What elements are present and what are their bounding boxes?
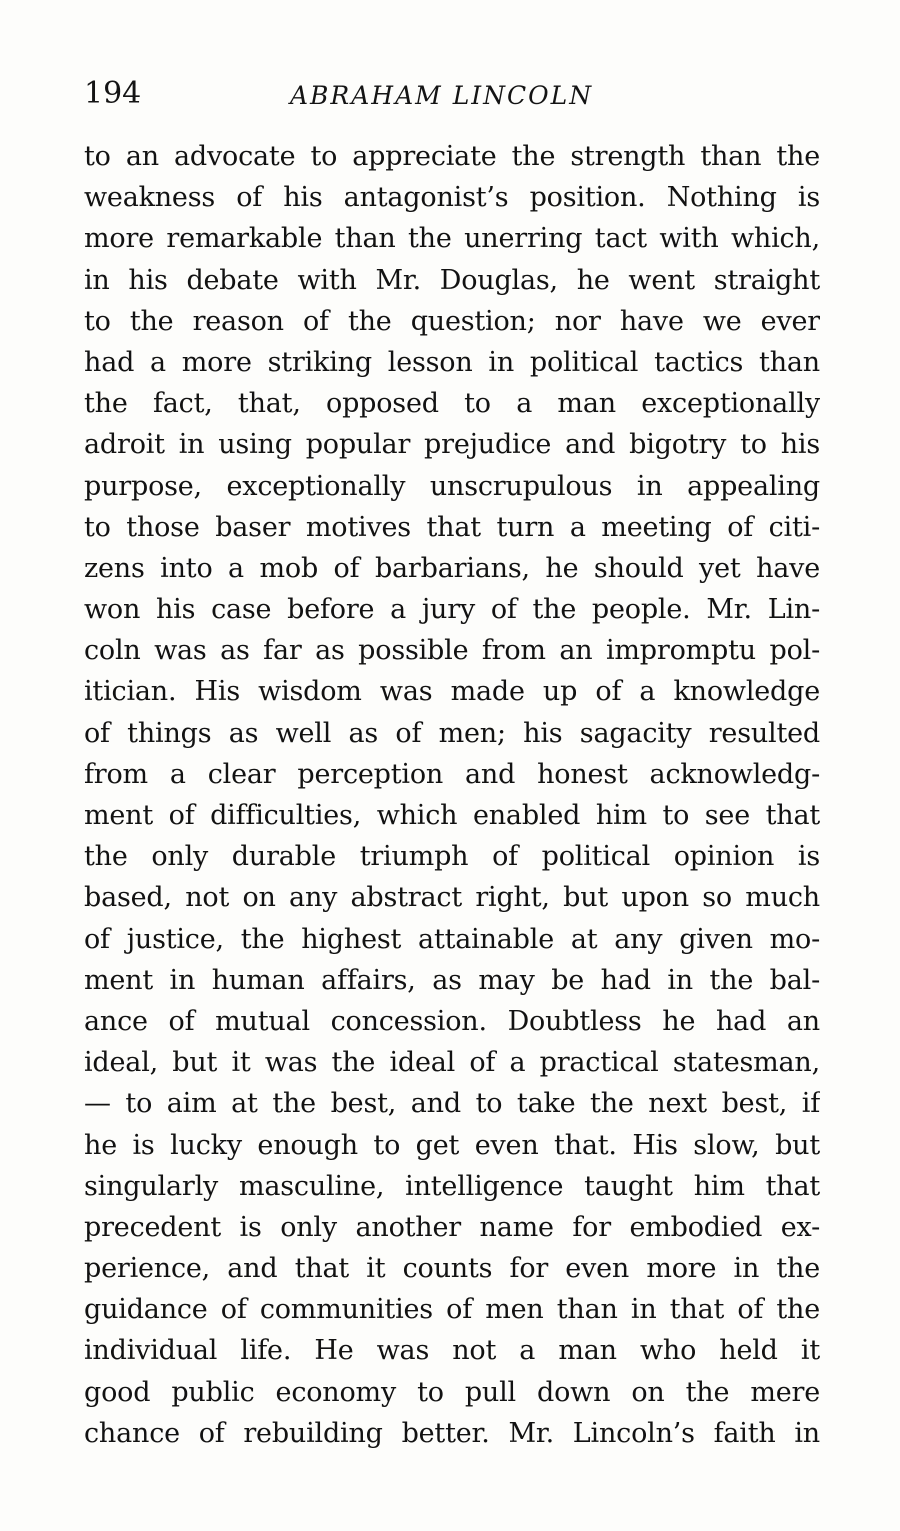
text-line: to those baser motives that turn a meeting of citi- bbox=[84, 511, 820, 543]
text-line: in his debate with Mr. Douglas, he went straight bbox=[84, 264, 820, 296]
text-line: ment of difficulties, which enabled him to see that bbox=[84, 800, 820, 831]
text-line: ment in human affairs, as may be had in the bal- bbox=[84, 964, 820, 996]
text-line: to the reason of the question; nor have we ever bbox=[84, 305, 820, 337]
text-line: guidance of communities of men than in that of the bbox=[84, 1294, 820, 1326]
text-line: the only durable triumph of political opinion is bbox=[84, 841, 820, 873]
text-line: weakness of his antagonist’s position. Nothing is bbox=[84, 182, 820, 214]
text-line: zens into a mob of barbarians, he should yet have bbox=[84, 552, 820, 584]
text-line: perience, and that it counts for even more in the bbox=[84, 1253, 820, 1285]
running-title: ABRAHAM LINCOLN bbox=[290, 81, 594, 110]
text-line: coln was as far as possible from an impromptu pol- bbox=[84, 635, 820, 667]
text-line: purpose, exceptionally unscrupulous in appealing bbox=[84, 470, 820, 502]
text-line: won his case before a jury of the people. Mr. Lin- bbox=[84, 594, 820, 626]
text-line: the fact, that, opposed to a man exceptionally bbox=[84, 388, 820, 420]
page-number: 194 bbox=[84, 76, 142, 111]
text-line: — to aim at the best, and to take the next best, if bbox=[84, 1088, 820, 1120]
text-line: ideal, but it was the ideal of a practical statesman, bbox=[84, 1047, 820, 1079]
text-line: had a more striking lesson in political tactics than bbox=[84, 346, 820, 378]
text-line: individual life. He was not a man who held it bbox=[84, 1335, 820, 1367]
text-line: he is lucky enough to get even that. His slow, but bbox=[84, 1129, 820, 1161]
text-line: good public economy to pull down on the mere bbox=[84, 1376, 820, 1408]
text-line: more remarkable than the unerring tact with which, bbox=[84, 223, 820, 255]
running-head bbox=[84, 74, 824, 118]
text-line: adroit in using popular prejudice and bigotry to his bbox=[84, 429, 820, 461]
text-line: ance of mutual concession. Doubtless he had an bbox=[84, 1005, 820, 1037]
text-line: to an advocate to appreciate the strength than the bbox=[84, 141, 820, 172]
text-line: based, not on any abstract right, but upon so much bbox=[84, 882, 820, 914]
text-line: of things as well as of men; his sagacity resulted bbox=[84, 717, 820, 749]
body-text bbox=[84, 136, 820, 1454]
text-line: of justice, the highest attainable at any given mo- bbox=[84, 923, 820, 955]
text-line: chance of rebuilding better. Mr. Lincoln’s faith in bbox=[84, 1417, 820, 1449]
text-line: itician. His wisdom was made up of a knowledge bbox=[84, 676, 820, 708]
text-line: from a clear perception and honest acknowledg- bbox=[84, 758, 820, 790]
text-line: singularly masculine, intelligence taught him that bbox=[84, 1170, 820, 1202]
text-line: precedent is only another name for embodied ex- bbox=[84, 1211, 820, 1243]
